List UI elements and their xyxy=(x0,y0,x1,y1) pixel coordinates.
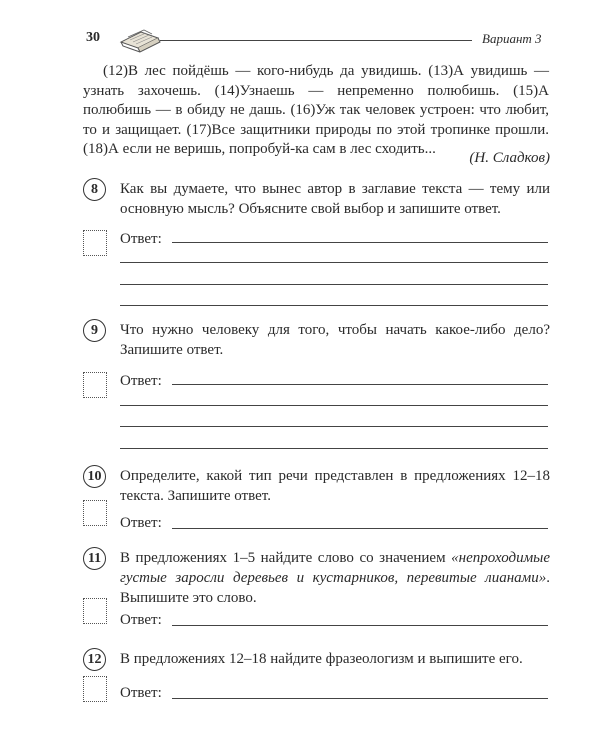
question-11-definition: «непроходимые густые заросли деревьев и кустарников, перевитые лианами» xyxy=(120,550,550,586)
variant-label: Вариант 3 xyxy=(482,31,542,46)
question-8-answer-line[interactable] xyxy=(120,262,548,263)
open-book-icon xyxy=(118,28,164,59)
question-9-answer-line[interactable] xyxy=(120,405,548,406)
question-12-text: В предложениях 12–18 найдите фразеологизм и выпишите его. xyxy=(120,651,523,667)
question-10-number: 10 xyxy=(83,465,106,488)
question-9-text: Что нужно человеку для того, чтобы начать какое-либо дело? Запишите ответ. xyxy=(120,322,550,358)
question-9-score-box xyxy=(83,372,107,398)
passage-text: (12)В лес пойдёшь — кого-нибудь да увидишь. (13)А увидишь — узнать захочешь. (14)Узнаешь — непременно полюбишь. (15)А полюбишь — в обиду не дашь. (16)Уж так человек устроен: что любит, то и защищает. (17)Все защитники природы по этой тропинке прошли. (18)А если не веришь, попробуй-ка сам в лес сходить... xyxy=(83,63,549,157)
question-12-answer-line[interactable] xyxy=(172,698,548,699)
question-8-answer-line[interactable] xyxy=(120,305,548,306)
question-11-answer-label: Ответ: xyxy=(120,612,162,628)
question-9-answer-line[interactable] xyxy=(120,448,548,449)
question-12-score-box xyxy=(83,676,107,702)
question-11-number: 11 xyxy=(83,547,106,570)
question-9-answer-line[interactable] xyxy=(172,384,548,385)
page-number: 30 xyxy=(86,30,100,45)
question-11-score-box xyxy=(83,598,107,624)
question-11-text-end: . Выпишите это слово. xyxy=(120,570,550,606)
question-9-answer-line[interactable] xyxy=(120,426,548,427)
question-8-answer-label: Ответ: xyxy=(120,231,162,247)
question-8-text: Как вы думаете, что вынес автор в заглавие текста — тему или основную мысль? Объясните свой выбор и запишите ответ. xyxy=(120,181,550,217)
question-12-number: 12 xyxy=(83,648,106,671)
question-8-answer-line[interactable] xyxy=(172,242,548,243)
question-8-answer-line[interactable] xyxy=(120,284,548,285)
question-8-score-box xyxy=(83,230,107,256)
question-10-answer-label: Ответ: xyxy=(120,515,162,531)
question-10-text: Определите, какой тип речи представлен в предложениях 12–18 текста. Запишите ответ. xyxy=(120,468,550,504)
question-8-number: 8 xyxy=(83,178,106,201)
header-rule xyxy=(160,40,472,41)
passage-author: (Н. Сладков) xyxy=(469,150,550,166)
question-11-text xyxy=(120,548,550,608)
question-9-number: 9 xyxy=(83,319,106,342)
question-11-text-start: В предложениях 1–5 найдите слово со значением xyxy=(120,550,452,566)
question-12-answer-label: Ответ: xyxy=(120,685,162,701)
question-10-score-box xyxy=(83,500,107,526)
question-9-answer-label: Ответ: xyxy=(120,373,162,389)
question-10-answer-line[interactable] xyxy=(172,528,548,529)
question-11-answer-line[interactable] xyxy=(172,625,548,626)
